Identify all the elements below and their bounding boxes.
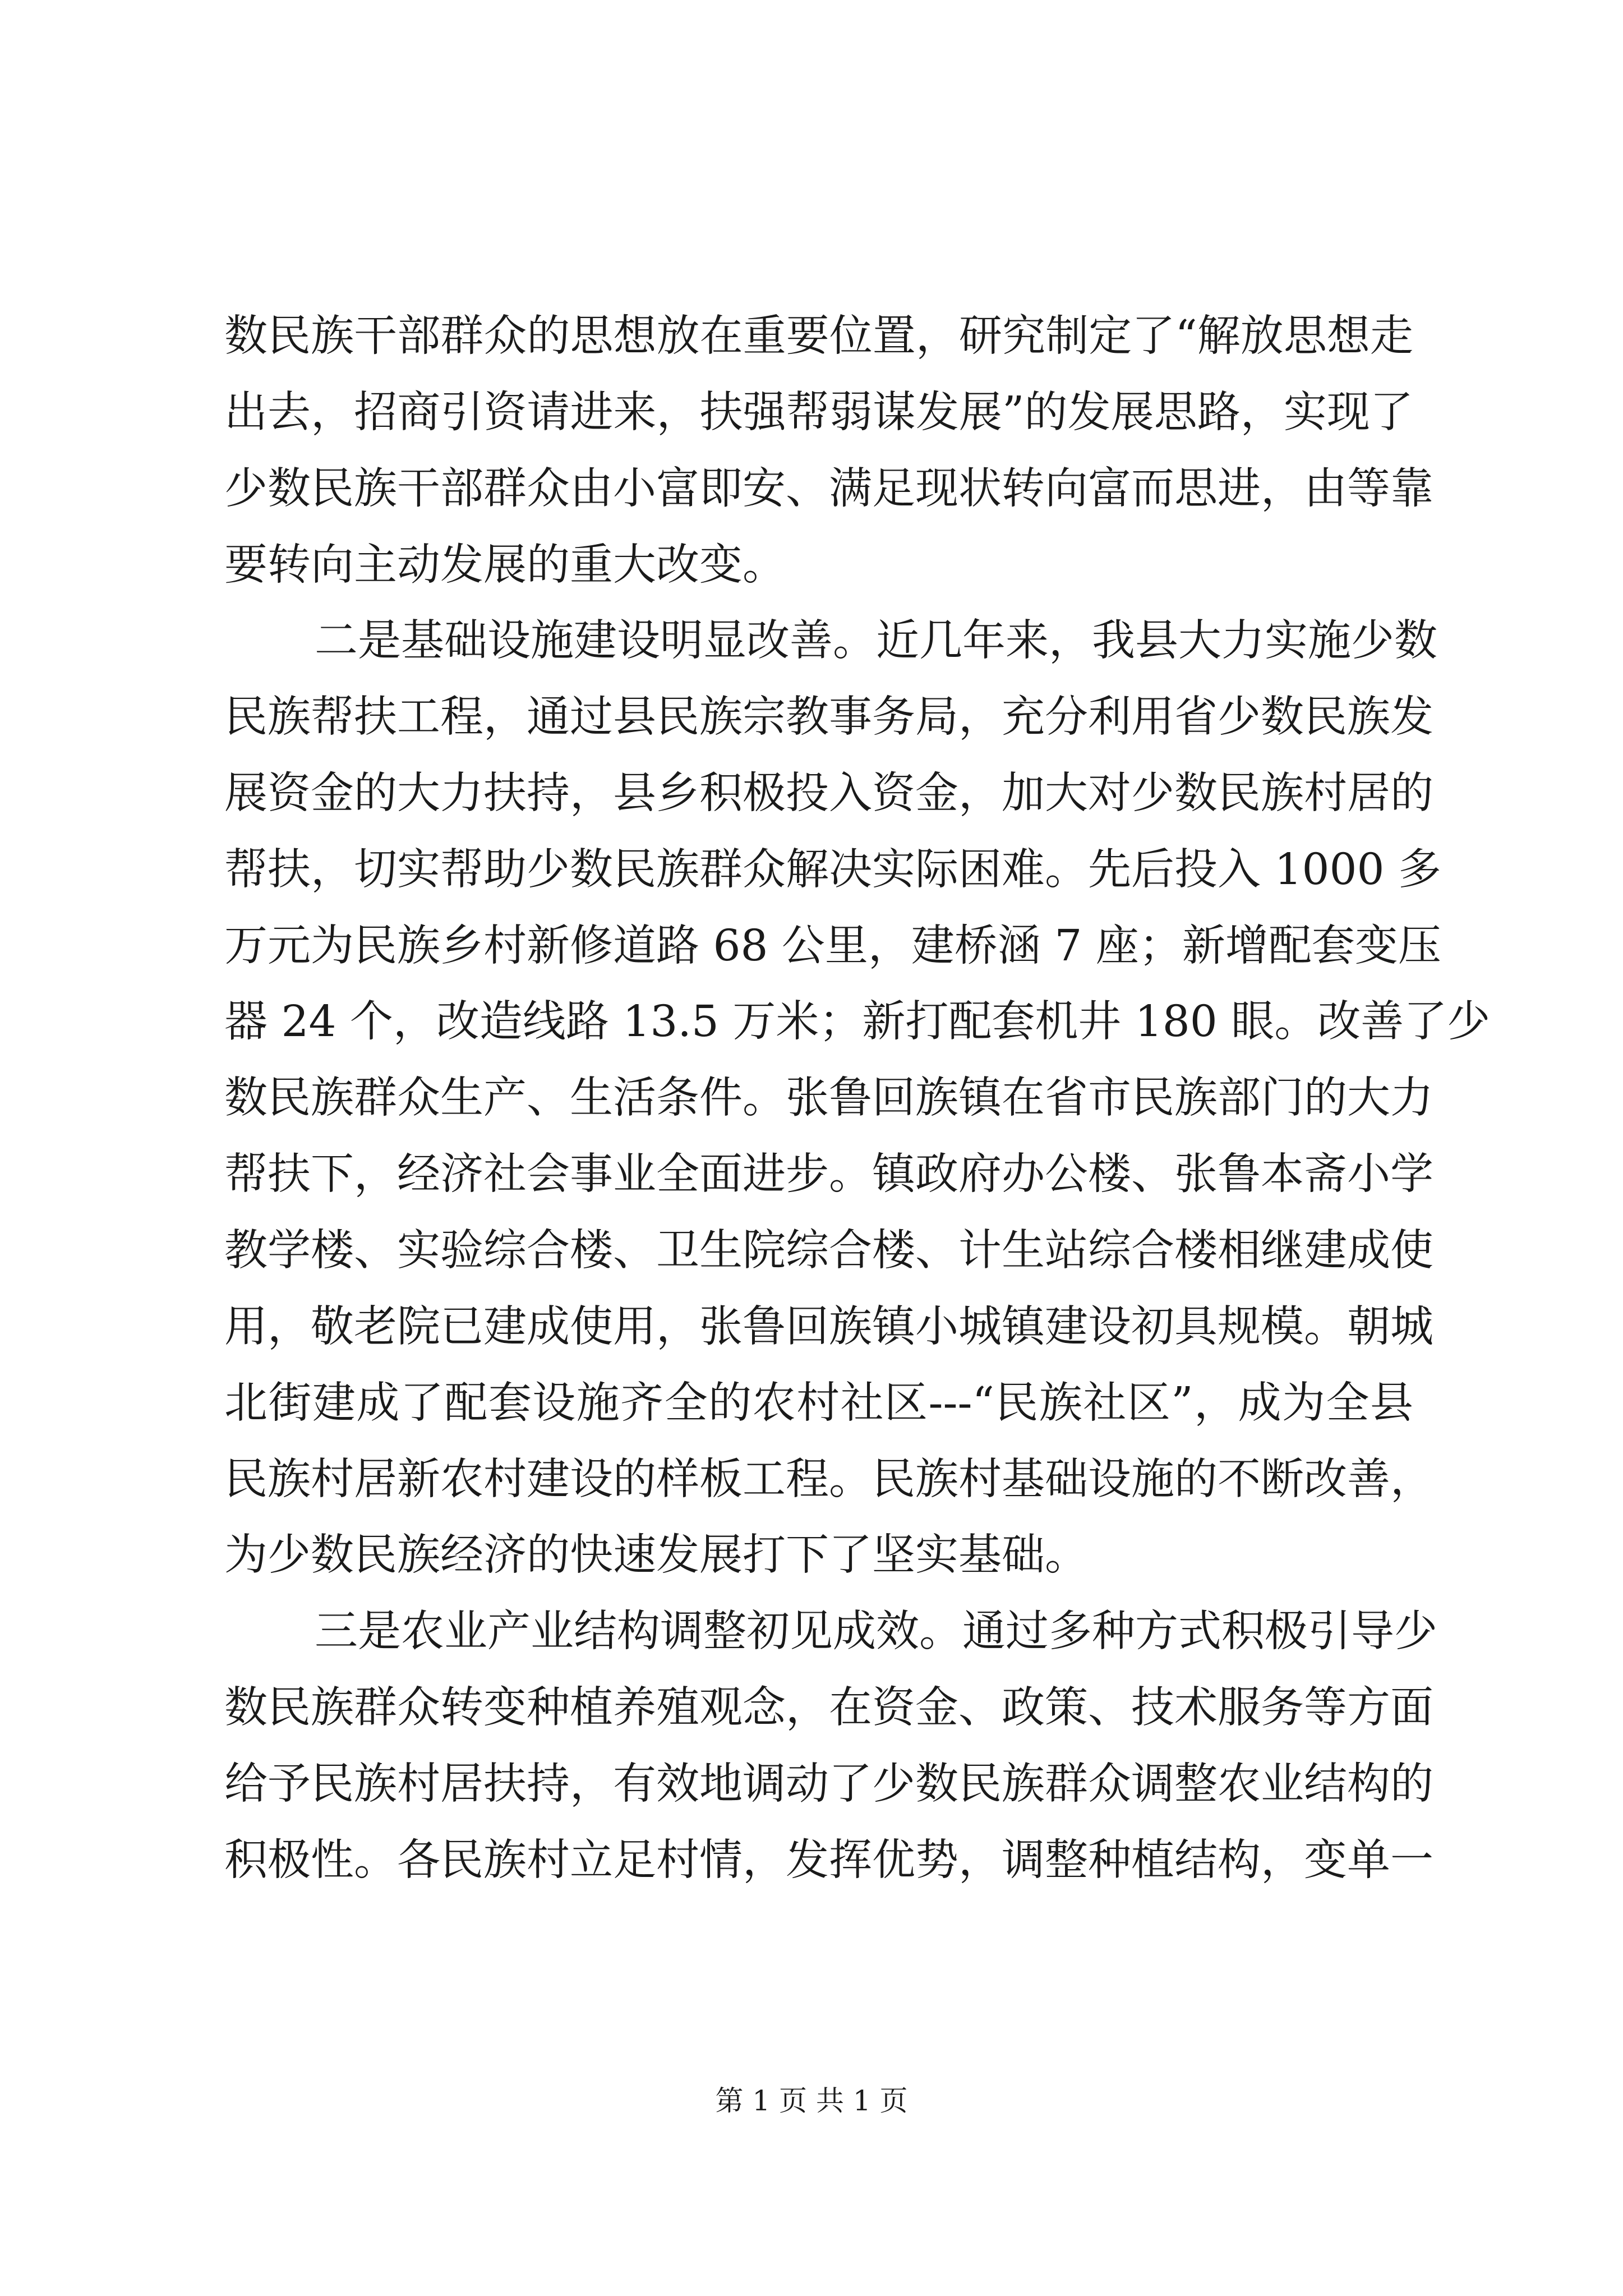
body-text-line: 北街建成了配套设施齐全的农村社区---“民族社区”，成为全县	[224, 1378, 1413, 1428]
body-text-line: 帮扶，切实帮助少数民族群众解决实际困难。先后投入 1000 多	[224, 845, 1441, 895]
body-text-line: 器 24 个，改造线路 13.5 万米；新打配套机井 180 眼。改善了少	[224, 997, 1491, 1047]
body-text-line: 数民族群众转变种植养殖观念，在资金、政策、技术服务等方面	[224, 1683, 1433, 1733]
body-text-line: 万元为民族乡村新修道路 68 公里，建桥涵 7 座；新增配套变压	[224, 921, 1441, 971]
body-text-line: 出去，招商引资请进来，扶强帮弱谋发展”的发展思路，实现了	[224, 388, 1413, 438]
body-text-line: 少数民族干部群众由小富即安、满足现状转向富而思进，由等靠	[224, 464, 1433, 514]
body-text-line: 数民族群众生产、生活条件。张鲁回族镇在省市民族部门的大力	[224, 1073, 1433, 1123]
body-text-line: 要转向主动发展的重大改变。	[224, 540, 786, 590]
body-text-line: 民族帮扶工程，通过县民族宗教事务局，充分利用省少数民族发	[224, 692, 1433, 742]
body-text-line: 教学楼、实验综合楼、卫生院综合楼、计生站综合楼相继建成使	[224, 1226, 1433, 1276]
paragraph-first-line: 二是基础设施建设明显改善。近几年来，我县大力实施少数	[315, 616, 1437, 666]
paragraph-first-line: 三是农业产业结构调整初见成效。通过多种方式积极引导少	[315, 1607, 1437, 1657]
body-text-line: 积极性。各民族村立足村情，发挥优势，调整种植结构，变单一	[224, 1835, 1433, 1885]
body-text-line: 展资金的大力扶持，县乡积极投入资金，加大对少数民族村居的	[224, 769, 1433, 818]
body-text-line: 用，敬老院已建成使用，张鲁回族镇小城镇建设初具规模。朝城	[224, 1302, 1433, 1352]
body-text-line: 数民族干部群众的思想放在重要位置，研究制定了“解放思想走	[224, 311, 1413, 361]
body-text-line: 为少数民族经济的快速发展打下了坚实基础。	[224, 1530, 1088, 1580]
body-text-line: 民族村居新农村建设的样板工程。民族村基础设施的不断改善，	[224, 1455, 1433, 1504]
page-number-footer: 第 1 页 共 1 页	[715, 2085, 908, 2117]
body-text-line: 给予民族村居扶持，有效地调动了少数民族群众调整农业结构的	[224, 1759, 1433, 1809]
body-text-line: 帮扶下，经济社会事业全面进步。镇政府办公楼、张鲁本斋小学	[224, 1149, 1433, 1199]
